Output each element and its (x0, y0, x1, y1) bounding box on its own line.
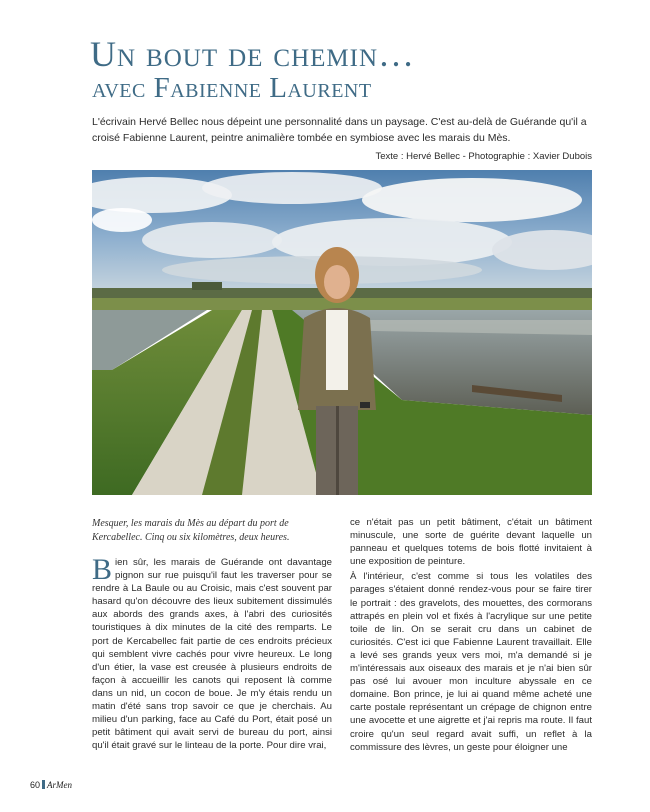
page-number: 60 (30, 780, 41, 790)
photo-caption: Mesquer, les marais du Mès au départ du port de Kercabellec. Cinq ou six kilomètres, deux heures. (92, 518, 290, 543)
drop-cap: B (92, 553, 113, 586)
article-column-2 (350, 516, 592, 756)
article-photo (92, 170, 592, 495)
column-2-paragraph-2: À l'intérieur, c'est comme si tous les volatiles des parages s'étaient donné rendez-vous pour se faire tirer le portrait : des gravelots, des mouettes, des cormorans attrapés en plein vol et fixés à l'acrylique sur une petite toile de lin. On se serait cru dans un cabinet de curiosités. C'est ici que Fabienne Laurent travaillait. Elle a levé ses grands yeux vers moi, m'a demandé si je m'intéressais aux oiseaux des marais et je n'ai bien sûr pas osé lui avouer mon inculture abyssale en ce domaine. Bon prince, je lui ai quand même acheté une carte postale représentant un crépage de chignon entre une avocette et une aigrette et j'ai repris ma route. Il faut croire qu'un seul regard avait suffi, un reflet à la commissure des lèvres, un geste pour éloigner une (350, 571, 592, 753)
article-title-line1: Un bout de chemin… (90, 34, 416, 74)
column-1-text: ien sûr, les marais de Guérande ont davantage pignon sur rue puisqu'il faut les traverser pour se rendre à La Baule ou au Croisic, mais c'est souvent par hasard qu'on découvre des lieux subitement dissimulés aux abords des grands axes, à l'abri des curiosités touristiques à dix minutes de la cité des remparts. Le port de Kercabellec fait partie de ces endroits précieux qui semblent vivre cachés pour vivre heureux. Le long d'un étier, la vase est creusée à plusieurs endroits de façon à accueillir les canots qui reposent là comme dans un nid, un cocon de boue. Je m'y étais rendu un matin d'été sans trop savoir ce que je cherchais. Au milieu d'un parking, face au Café du Port, était posé un petit bâtiment qui avait servi de bureau du port, ainsi qu'il était gravé sur le linteau de la porte. Pour dire vrai, (92, 557, 332, 752)
magazine-name: ArMen (47, 780, 73, 790)
article-credits: Texte : Hervé Bellec - Photographie : Xavier Dubois (375, 151, 592, 162)
page-folio (30, 780, 72, 790)
article-title-line2: avec Fabienne Laurent (92, 72, 372, 104)
column-2-paragraph-1: ce n'était pas un petit bâtiment, c'était un bâtiment minuscule, une sorte de guérite devant laquelle un panneau et quelques totems de bois flotté invitaient à une exposition de peinture. (350, 517, 592, 568)
article-intro: L'écrivain Hervé Bellec nous dépeint une personnalité dans un paysage. C'est au-delà de Guérande qu'il a croisé Fabienne Laurent, peintre animalière tombée en symbiose avec les marais du Mès. (92, 116, 587, 144)
folio-separator (42, 780, 45, 789)
marsh-portrait-illustration (92, 170, 592, 495)
article-column-1 (92, 553, 332, 754)
